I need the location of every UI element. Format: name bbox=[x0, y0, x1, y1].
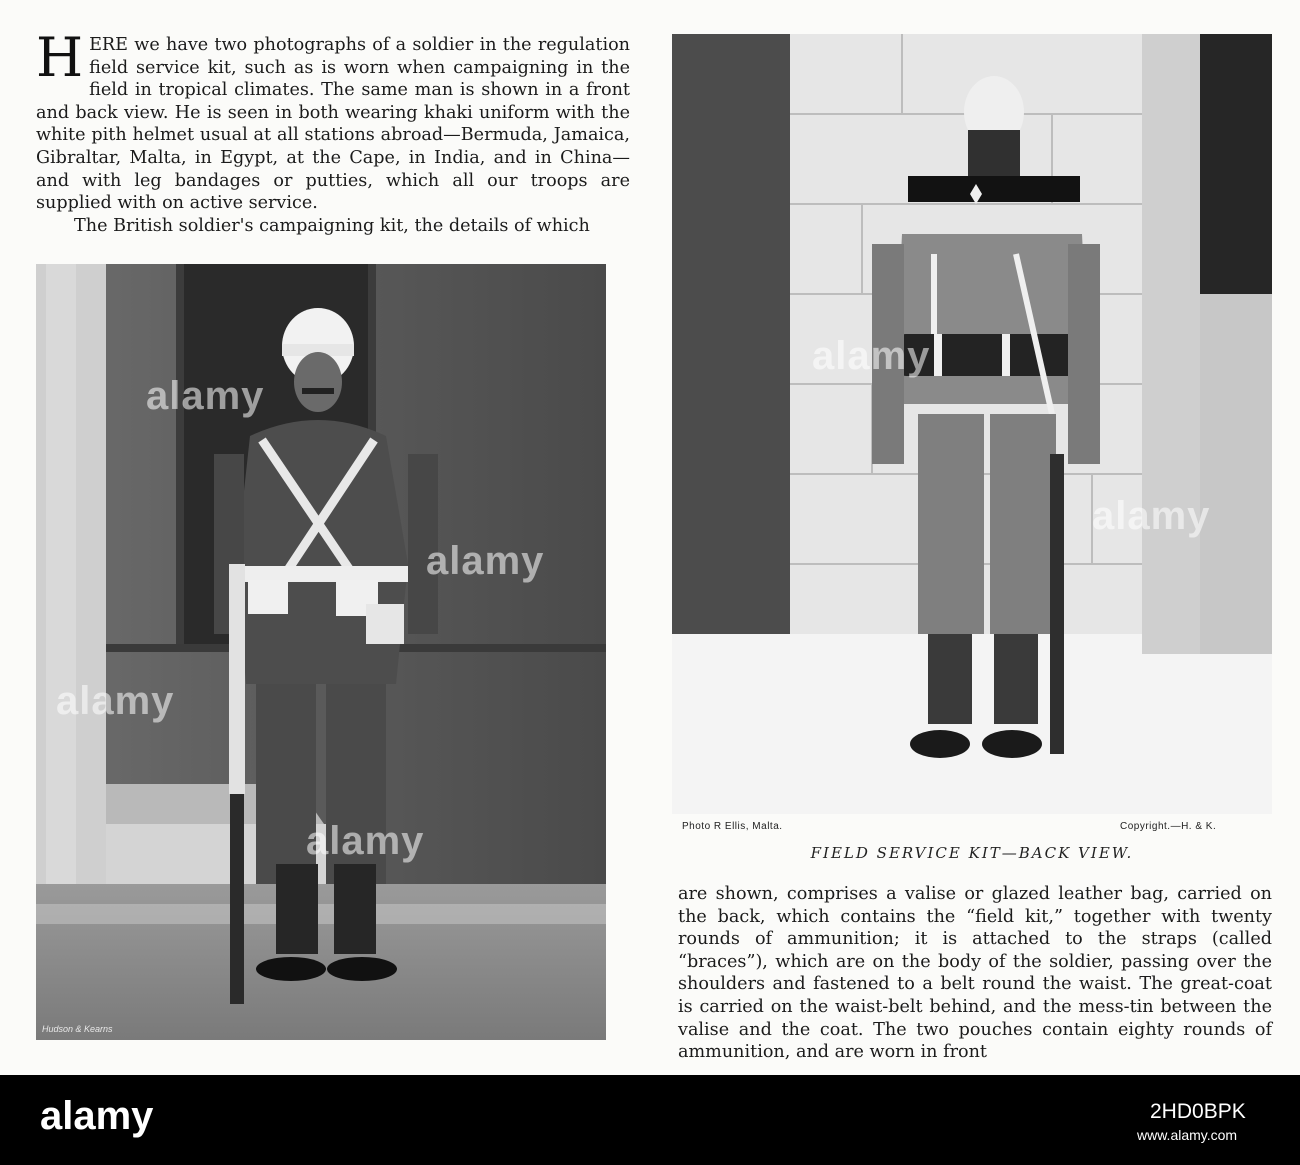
photo-credit: Photo R Ellis, Malta. bbox=[682, 821, 783, 832]
stock-footer bbox=[0, 1075, 1300, 1165]
engraver-mark: Hudson & Kearns bbox=[42, 1024, 113, 1034]
watermark-text: alamy bbox=[56, 679, 175, 723]
photo-front-view bbox=[36, 264, 606, 1040]
svg-text:alamy: alamy bbox=[40, 1094, 154, 1138]
copyright-credit: Copyright.—H. & K. bbox=[1120, 821, 1217, 832]
article-continuation bbox=[678, 883, 1272, 1064]
photo-caption: FIELD SERVICE KIT—BACK VIEW. bbox=[810, 844, 1134, 862]
continuation-paragraph: are shown, comprises a valise or glazed leather bag, carried on the back, which contains the “field kit,” together with twenty rounds of ammunition; it is attached to the straps (called “braces”), which are on the body of the soldier, passing over the shoulders and fastened to a belt round the waist. The great-coat is carried on the waist-belt behind, and the mess-tin between the valise and the coat. The two pouches contain eighty rounds of ammunition, and are worn in front bbox=[678, 884, 1272, 1063]
watermark-text: alamy bbox=[1092, 494, 1211, 538]
soldier-back-illustration bbox=[672, 34, 1272, 814]
watermark-text: alamy bbox=[426, 539, 545, 583]
intro-second-paragraph: The British soldier's campaigning kit, the details of which bbox=[74, 215, 590, 236]
stock-image-id: 2HD0BPK bbox=[1150, 1100, 1246, 1123]
site-url[interactable]: www.alamy.com bbox=[1137, 1127, 1238, 1143]
watermark-text: alamy bbox=[812, 334, 931, 378]
intro-paragraph bbox=[36, 26, 630, 215]
photo-back-view bbox=[672, 34, 1272, 814]
watermark-text: alamy bbox=[306, 819, 425, 863]
drop-cap: H bbox=[36, 26, 84, 89]
intro-text: ERE we have two photographs of a soldier in the regulation field service kit, such as is worn when campaigning in the field in tropical climates. The same man is shown in a front and back view. He is seen in both wearing khaki uniform with the white pith helmet usual at all stations abroad—Bermuda, Jamaica, Gibraltar, Malta, in Egypt, at the Cape, in India, and in China—and with leg bandages or putties, which all our troops are supplied with on active service. bbox=[36, 35, 630, 214]
alamy-logo[interactable] bbox=[40, 1091, 170, 1141]
watermark-text: alamy bbox=[146, 374, 265, 418]
soldier-front-illustration bbox=[36, 264, 606, 1040]
article-intro bbox=[36, 26, 630, 237]
